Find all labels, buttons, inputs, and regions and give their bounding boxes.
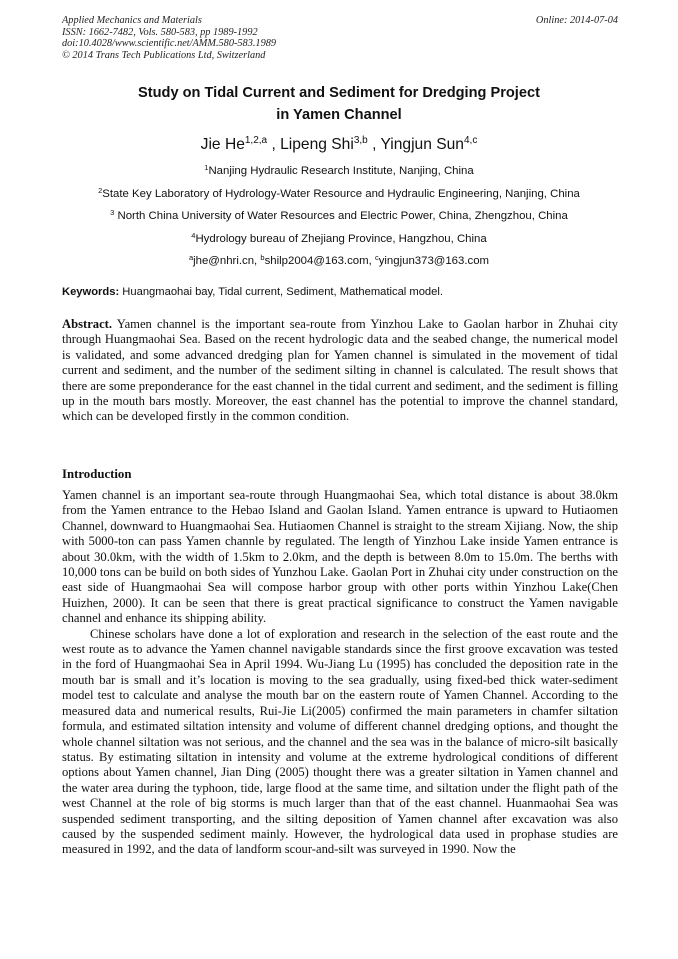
online-date: Online: 2014-07-04 <box>535 15 618 26</box>
copyright-line: © 2014 Trans Tech Publications Ltd, Switzerland <box>62 49 266 61</box>
email-address[interactable]: yingjun373@163.com <box>378 255 490 268</box>
abstract-label: Abstract. <box>62 317 113 331</box>
abstract <box>62 317 618 425</box>
email-address[interactable]: shilp2004@163.com, <box>264 255 375 268</box>
issn-line: ISSN: 1662-7482, Vols. 580-583, pp 1989-1992 <box>62 26 258 38</box>
keywords-line <box>62 286 618 298</box>
author-affiliation-mark: 3,b <box>353 135 368 146</box>
keywords-text: Huangmaohai bay, Tidal current, Sediment, Mathematical model. <box>119 286 443 298</box>
author-separator: , <box>367 136 381 153</box>
affiliation-text: North China University of Water Resources and Electric Power, China, Zhengzhou, China <box>114 210 568 223</box>
affiliation-mark: 2 <box>98 185 103 195</box>
affiliation <box>40 205 638 228</box>
affiliation-text: Hydrology bureau of Zhejiang Province, Hangzhou, China <box>195 232 487 245</box>
author-affiliation-mark: 4,c <box>463 135 478 146</box>
email-mark: a <box>188 253 194 263</box>
paper-title <box>62 82 616 126</box>
affiliation-text: State Key Laboratory of Hydrology-Water Resource and Hydraulic Engineering, Nanjing, China <box>102 187 580 200</box>
affiliation-mark: 3 <box>110 208 115 218</box>
journal-name: Applied Mechanics and Materials <box>62 15 202 26</box>
paragraph: Yamen channel is an important sea-route through Huangmaohai Sea, which total distance is about 38.0km from the Yamen entrance to the Hebao Island and Gaolan Island. Yamen entrance is upward to Hutiaomen Channel, downward to Huangmaohai Sea. Hutiaomen Channel is straight to the stream Xijiang. Now, the ship with 5000-ton can pass Yamen channle by regulated. The length of Yinzhou Lake inside Yamen entrance is about 30.0km, with the width of 1.5km to 2.0km, and the depth is between 8.0m to 15.0m. The berths with 10,000 tons can be build on both sides of Yunzhou Lake. Gaolan Port in Zhuhai city under construction on the east side of Huangmaohai Sea will compose harbor group with other ports within Yinzhou Lake(Chen Huizhen, 2000). It can be seen that there is great practical significance to construct the Yamen navigable channel and enhance its shipping ability. <box>62 488 618 626</box>
author-separator: , <box>267 136 281 153</box>
author-name: Lipeng Shi <box>280 136 354 153</box>
email-line <box>40 250 638 273</box>
author-name: Jie He <box>200 136 245 153</box>
email-address[interactable]: jhe@nhri.cn, <box>193 255 261 268</box>
affiliation-mark: 1 <box>204 163 209 172</box>
affiliation <box>40 160 638 183</box>
affiliation-text: Nanjing Hydraulic Research Institute, Nanjing, China <box>208 165 474 177</box>
email-mark: c <box>374 253 379 263</box>
section-heading-introduction: Introduction <box>62 467 132 481</box>
journal-header <box>62 15 618 61</box>
paragraph: Chinese scholars have done a lot of exploration and research in the selection of the east route and the west route as to advance the Yamen channel navigable standards since the first groove excavation was tested in the ford of Huangmaohai Sea in April 1994. Wu-Jiang Lu (1995) has concluded the deposition rate in the mouth bar is small and it’s location is moving to the sea gradually, using fixed-bed thick water-sediment model test to calculate and analyse the mouth bar on the eastern route of Yamen Channel. According to the measured data and numerical results, Rui-Jie Li(2005) confirmed the main parameters in chamfer siltation formula, and estimated siltation intensity and volume of different channel dredging options, and thought the whole channel siltation was not serious, and the channel and the sea was in the balance of micro-silt basically status. By estimating siltation in intensity and volume at the extreme hydrological conditions of different options about Yamen channel, Jian Ding (2005) thought there was a greater siltation in Yamen channel and the water area during the typhoon, tide, large flood at the same time, and siltation under the flight path of the west Channel at the role of big storms is much larger than that of the east channel. Huanmaohai Sea was suspended sediment transporting, and the silting deposition of Yamen channel after excavation was also caused by the suspended sediment mainly. However, the hydrological data used in prophase studies are measured in 1992, and the data of landform scour-and-silt was surveyed in 1990. Now the <box>62 626 618 857</box>
author-name: Yingjun Sun <box>380 136 464 153</box>
email-mark: b <box>260 253 265 263</box>
affiliation <box>40 228 638 251</box>
affiliation-list <box>40 160 638 273</box>
author-affiliation-mark: 1,2,a <box>244 135 268 146</box>
doi-line: doi:10.4028/www.scientific.net/AMM.580-583.1989 <box>62 38 277 50</box>
title-line-1: Study on Tidal Current and Sediment for Dredging Project <box>138 85 540 101</box>
author-list <box>62 136 616 154</box>
introduction-body <box>62 488 618 858</box>
abstract-text: Yamen channel is the important sea-route from Yinzhou Lake to Gaolan harbor in Zhuhai city through Huangmaohai Sea. Based on the recent hydrologic data and the seabed change, the numerical model is validated, and some advanced dredging plan for Yamen channel is simulated in the movement of tidal current and sediment, and the number of the sediment silting in channel is calculated. The result shows that there are some preponderance for the east channel in the tidal current and sediment, and the sediment is filling up in the mouth bars mostly. Moreover, the east channel has the potential to improve the channel standard, which can be developed firstly in the common condition. <box>62 317 618 424</box>
keywords-label: Keywords: <box>62 286 120 298</box>
affiliation <box>40 183 638 206</box>
affiliation-mark: 4 <box>191 230 196 240</box>
title-line-2: in Yamen Channel <box>276 107 402 123</box>
